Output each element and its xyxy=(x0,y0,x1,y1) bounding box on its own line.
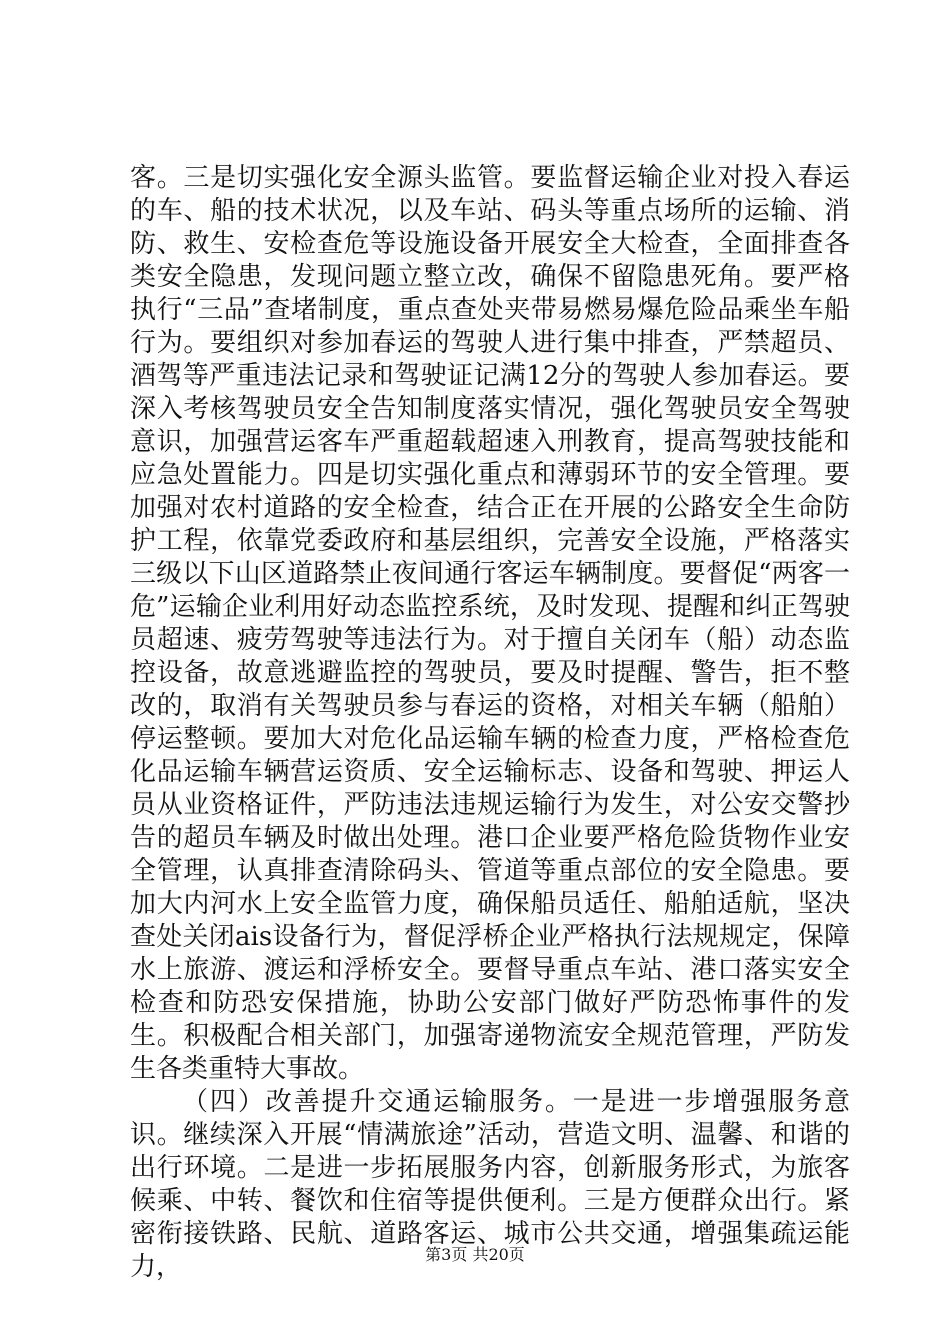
body-paragraph: （四）改善提升交通运输服务。一是进一步增强服务意识。继续深入开展“情满旅途”活动，营造文明、温馨、和谐的出行环境。二是进一步拓展服务内容，创新服务形式，为旅客候乘、中转、餐饮和住宿等提供便利。三是方便群众出行。紧密衔接铁路、民航、道路客运、城市公共交通，增强集疏运能力， xyxy=(130,1087,850,1282)
body-paragraph: 客。三是切实强化安全源头监管。要监督运输企业对投入春运的车、船的技术状况，以及车站、码头等重点场所的运输、消防、救生、安检查危等设施设备开展安全大检查，全面排查各类安全隐患，发现问题立整立改，确保不留隐患死角。要严格执行“三品”查堵制度，重点查处夹带易燃易爆危险品乘坐车船行为。要组织对参加春运的驾驶人进行集中排查，严禁超员、酒驾等严重违法记录和驾驶证记满12分的驾驶人参加春运。要深入考核驾驶员安全告知制度落实情况，强化驾驶员安全驾驶意识，加强营运客车严重超载超速入刑教育，提高驾驶技能和应急处置能力。四是切实强化重点和薄弱环节的安全管理。要加强对农村道路的安全检查，结合正在开展的公路安全生命防护工程，依靠党委政府和基层组织，完善安全设施，严格落实三级以下山区道路禁止夜间通行客运车辆制度。要督促“两客一危”运输企业利用好动态监控系统，及时发现、提醒和纠正驾驶员超速、疲劳驾驶等违法行为。对于擅自关闭车（船）动态监控设备，故意逃避监控的驾驶员，要及时提醒、警告，拒不整改的，取消有关驾驶员参与春运的资格，对相关车辆（船舶）停运整顿。要加大对危化品运输车辆的检查力度，严格检查危化品运输车辆营运资质、安全运输标志、设备和驾驶、押运人员从业资格证件，严防违法违规运输行为发生，对公安交警抄告的超员车辆及时做出处理。港口企业要严格危险货物作业安全管理，认真排查清除码头、管道等重点部位的安全隐患。要加大内河水上安全监管力度，确保船员适任、船舶适航，坚决查处关闭ais设备行为，督促浮桥企业严格执行法规规定，保障水上旅游、渡运和浮桥安全。要督导重点车站、港口落实安全检查和防恐安保措施，协助公安部门做好严防恐怖事件的发生。积极配合相关部门，加强寄递物流安全规范管理，严防发生各类重特大事故。 xyxy=(130,163,850,1084)
document-body xyxy=(130,162,850,1284)
page-footer: 第3页 共20页 xyxy=(425,1245,525,1264)
